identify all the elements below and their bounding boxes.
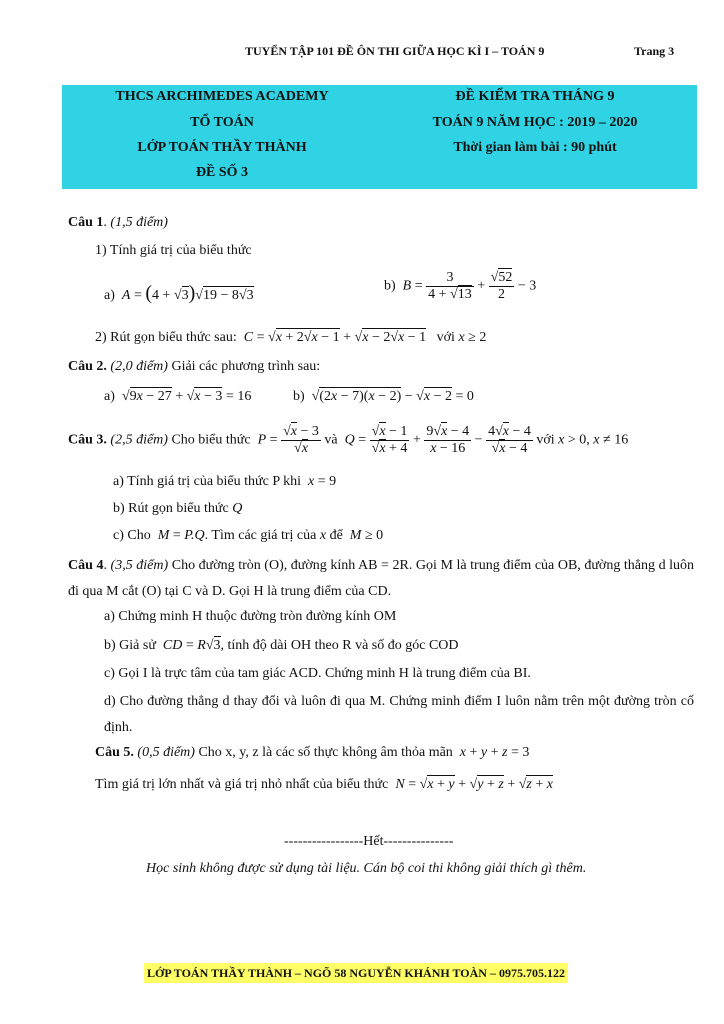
question-2-heading: Câu 2. (2,0 điểm) Giải các phương trình sau: (68, 359, 321, 374)
question-1a: a) A = (4 + √3)√19 − 8√3 (104, 282, 254, 304)
page-number: Trang 3 (634, 44, 675, 58)
question-3c: c) Cho M = P.Q. Tìm các giá trị của x để M ≥ 0 (113, 528, 384, 543)
question-4c: c) Gọi I là trực tâm của tam giác ACD. Chứng minh H là trung điểm của BI. (104, 666, 531, 681)
footer-banner: LỚP TOÁN THẦY THÀNH – NGÕ 58 NGUYỄN KHÁNH TOÀN – 0975.705.122 (144, 963, 568, 983)
question-5-task: Tìm giá trị lớn nhất và giá trị nhỏ nhất của biểu thức N = √x + y + √y + z + √z + x (95, 777, 553, 792)
question-1b: b) B = $\frac{3}{4 + √13}$ + $\frac{√52}{2}$ − 3 (384, 270, 537, 302)
exam-banner (62, 85, 697, 189)
exam-number: ĐỀ SỐ 3 (195, 165, 249, 180)
end-marker: -----------------Hết--------------- (284, 834, 454, 849)
question-3a: a) Tính giá trị của biểu thức P khi x = 9 (113, 474, 337, 489)
exam-title: ĐỀ KIỂM TRA THÁNG 9 (455, 89, 615, 104)
question-1-part2: 2) Rút gọn biểu thức sau: C = √x + 2√x − 1 + √x − 2√x − 1 với x ≥ 2 (95, 330, 487, 345)
question-2a: a) √9x − 27 + √x − 3 = 16 (104, 389, 252, 404)
time-limit: Thời gian làm bài : 90 phút (453, 140, 617, 155)
end-note: Học sinh không được sử dụng tài liệu. Cán bộ coi thi không giải thích gì thêm. (146, 861, 587, 876)
question-3-heading: Câu 3. (2,5 điểm) Cho biểu thức P = $\frac{√x - 3}{√x}$ và Q = $\frac{√x - 1}{√x + 4}$ + $\frac{9√x - 4}{x - 16}$ − $\frac{4√x - 4}{√x - 4}$ với x > 0, x ≠ 16 (68, 424, 629, 456)
school-year: TOÁN 9 NĂM HỌC : 2019 – 2020 (432, 115, 638, 130)
question-1-part1: 1) Tính giá trị của biểu thức (95, 243, 252, 258)
class-name: LỚP TOÁN THẦY THÀNH (137, 140, 307, 155)
question-4b: b) Giả sử CD = R√3, tính độ dài OH theo R và số đo góc COD (104, 638, 459, 653)
question-2b: b) √(2x − 7)(x − 2) − √x − 2 = 0 (293, 389, 474, 404)
question-4-intro: Câu 4. (3,5 điểm) Cho đường tròn (O), đường kính AB = 2R. Gọi M là trung điểm của OB, đường thẳng d luôn đi qua M cắt (O) tại C và D. Gọi H là trung điểm của CD. (68, 558, 695, 599)
school-name: THCS ARCHIMEDES ACADEMY (115, 89, 329, 104)
question-4a: a) Chứng minh H thuộc đường tròn đường kính OM (104, 609, 397, 624)
department-name: TỔ TOÁN (190, 115, 254, 130)
question-5-heading: Câu 5. (0,5 điểm) Cho x, y, z là các số thực không âm thỏa mãn x + y + z = 3 (95, 745, 530, 760)
running-header-title: TUYỂN TẬP 101 ĐỀ ÔN THI GIỮA HỌC KÌ I – TOÁN 9 (245, 44, 545, 58)
question-3b: b) Rút gọn biểu thức Q (113, 501, 243, 516)
question-1-heading: Câu 1. (1,5 điểm) (68, 215, 168, 230)
question-4d: d) Cho đường thẳng d thay đổi và luôn đi qua M. Chứng minh điểm I luôn nằm trên một đường tròn cố định. (104, 694, 694, 735)
